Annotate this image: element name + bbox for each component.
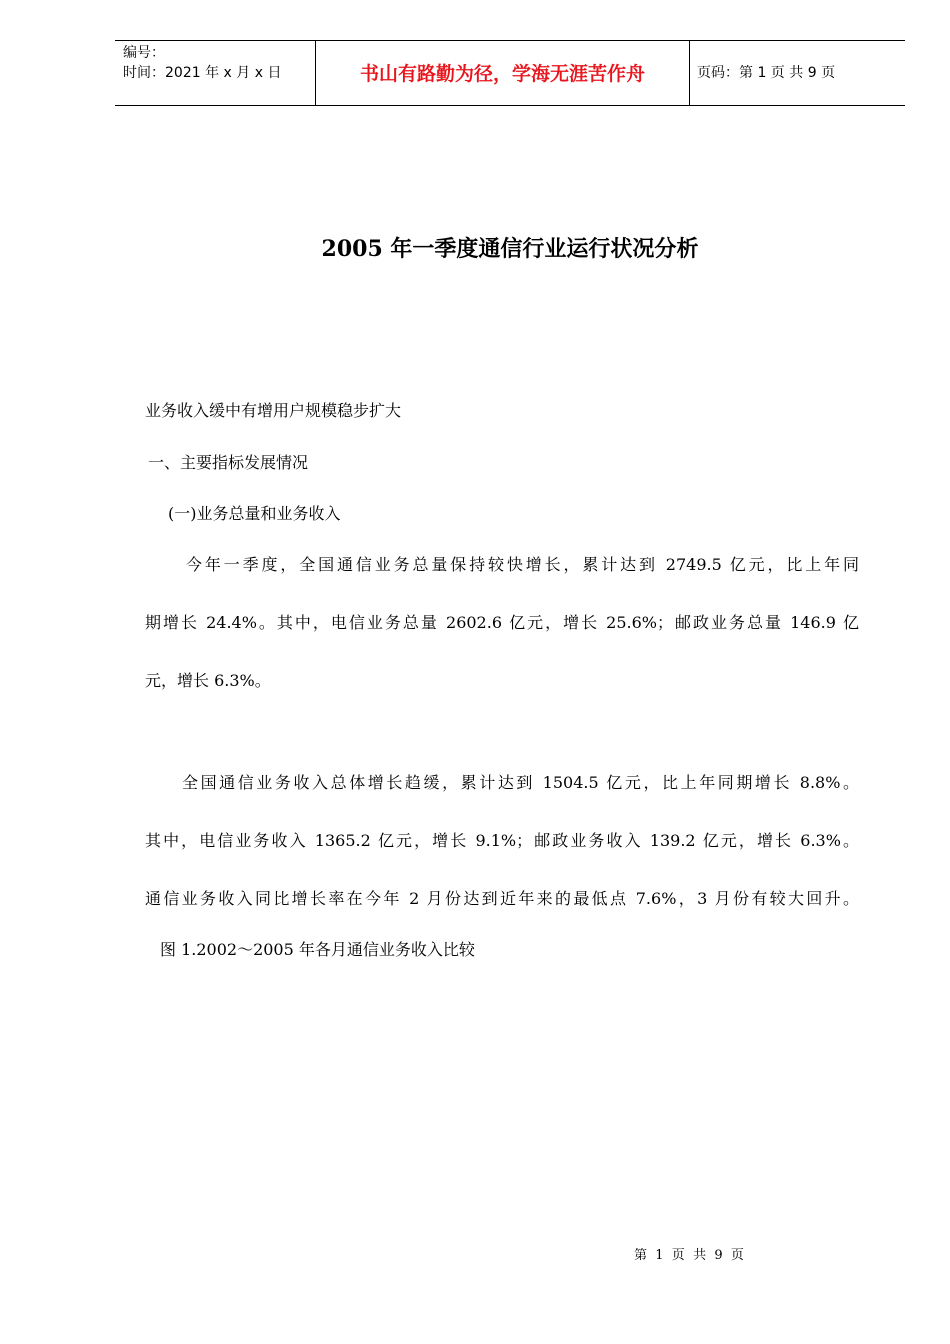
header-divider-right — [689, 41, 690, 105]
header-motto: 书山有路勤为径，学海无涯苦作舟 — [359, 63, 645, 85]
document-title: 2005 年一季度通信行业运行状况分析 — [321, 236, 699, 262]
document-subtitle: 业务收入缓中有增用户规模稳步扩大 — [145, 401, 402, 420]
serial-number-label: 编号： — [123, 45, 165, 61]
paragraph2-line3: 通信业务收入同比增长率在今年 2 月份达到近年来的最低点 7.6%，3 月份有较大回升。 — [145, 889, 859, 908]
page-footer: 第 1 页 共 9 页 — [634, 1248, 744, 1263]
document-header — [115, 40, 905, 106]
paragraph1-line2: 期增长 24.4%。其中，电信业务总量 2602.6 亿元，增长 25.6%；邮政业务总量 146.9 亿 — [145, 613, 859, 632]
date-line: 时间：2021 年 x 月 x 日 — [123, 65, 282, 81]
paragraph1-line3: 元，增长 6.3%。 — [145, 671, 271, 690]
header-page-info: 页码：第 1 页 共 9 页 — [697, 65, 836, 81]
paragraph2-line2: 其中，电信业务收入 1365.2 亿元，增长 9.1%；邮政业务收入 139.2 亿元，增长 6.3%。 — [145, 831, 859, 850]
paragraph1-line1: 今年一季度，全国通信业务总量保持较快增长，累计达到 2749.5 亿元，比上年同 — [186, 555, 859, 574]
header-meta — [123, 43, 313, 83]
figure-caption: 图 1.2002～2005 年各月通信业务收入比较 — [160, 940, 475, 959]
subsection-heading: (一)业务总量和业务收入 — [168, 504, 341, 523]
paragraph2-line1: 全国通信业务收入总体增长趋缓，累计达到 1504.5 亿元，比上年同期增长 8.8%。 — [182, 773, 859, 792]
section-heading: 一、主要指标发展情况 — [148, 453, 309, 472]
